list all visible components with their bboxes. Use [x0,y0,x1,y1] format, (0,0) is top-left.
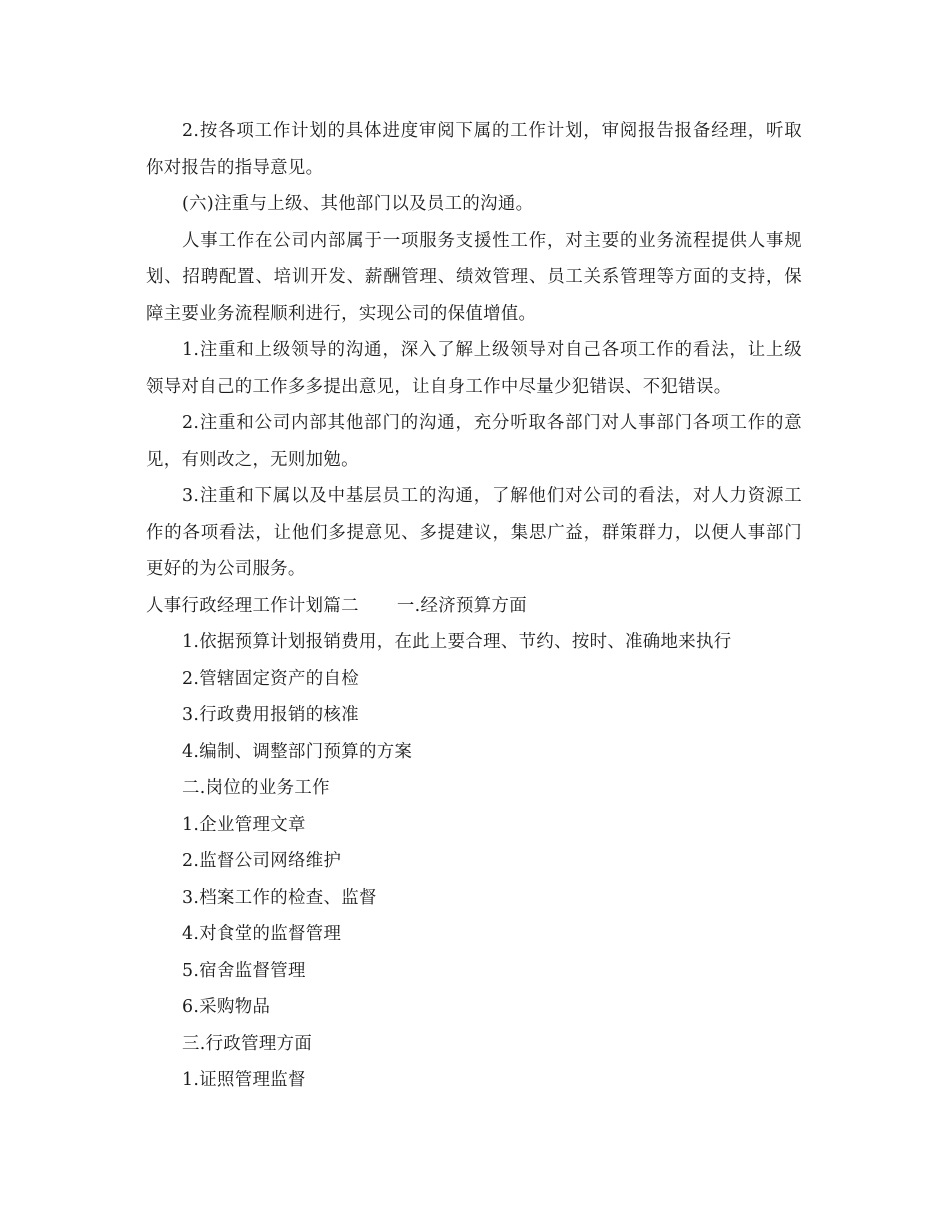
list-item: 2.监督公司网络维护 [182,851,342,871]
section-heading-admin: 三.行政管理方面 [182,1033,313,1054]
list-item: 6.采购物品 [182,997,271,1017]
section-title: 人事行政经理工作计划篇二 [146,595,359,616]
list-item: 2.管辖固定资产的自检 [182,668,359,689]
list-item: 1.企业管理文章 [182,814,306,835]
list-item: 4.编制、调整部门预算的方案 [182,741,413,762]
document-page [146,113,802,1099]
paragraph-department-communication: 2.注重和公司内部其他部门的沟通，充分听取各部门对人事部门各项工作的意见，有则改之，无则加勉。 [146,413,802,470]
list-item: 4.对食堂的监督管理 [182,924,342,944]
section-title-line [146,588,802,625]
paragraph-review-plan: 2.按各项工作计划的具体进度审阅下属的工作计划，审阅报告报备经理，听取你对报告的指导意见。 [146,121,802,178]
list-item: 5.宿舍监督管理 [182,960,306,981]
paragraph-hr-service: 人事工作在公司内部属于一项服务支援性工作，对主要的业务流程提供人事规划、招聘配置、培训开发、薪酬管理、绩效管理、员工关系管理等方面的支持，保障主要业务流程顺利进行，实现公司的保值增值。 [146,230,802,324]
list-item: 1.依据预算计划报销费用，在此上要合理、节约、按时、准确地来执行 [182,632,732,652]
paragraph-superior-communication: 1.注重和上级领导的沟通，深入了解上级领导对自己各项工作的看法，让上级领导对自己的工作多多提出意见，让自身工作中尽量少犯错误、不犯错误。 [146,340,802,397]
heading-communication: (六)注重与上级、其他部门以及员工的沟通。 [182,194,534,214]
section-heading-budget: 一.经济预算方面 [396,595,527,616]
section-heading-business: 二.岗位的业务工作 [182,778,330,798]
list-item: 3.行政费用报销的核准 [182,705,359,725]
list-item: 3.档案工作的检查、监督 [182,887,377,908]
paragraph-staff-communication: 3.注重和下属以及中基层员工的沟通，了解他们对公司的看法，对人力资源工作的各项看法，让他们多提意见、多提建议，集思广益，群策群力，以便人事部门更好的为公司服务。 [146,486,802,579]
list-item: 1.证照管理监督 [182,1070,306,1090]
